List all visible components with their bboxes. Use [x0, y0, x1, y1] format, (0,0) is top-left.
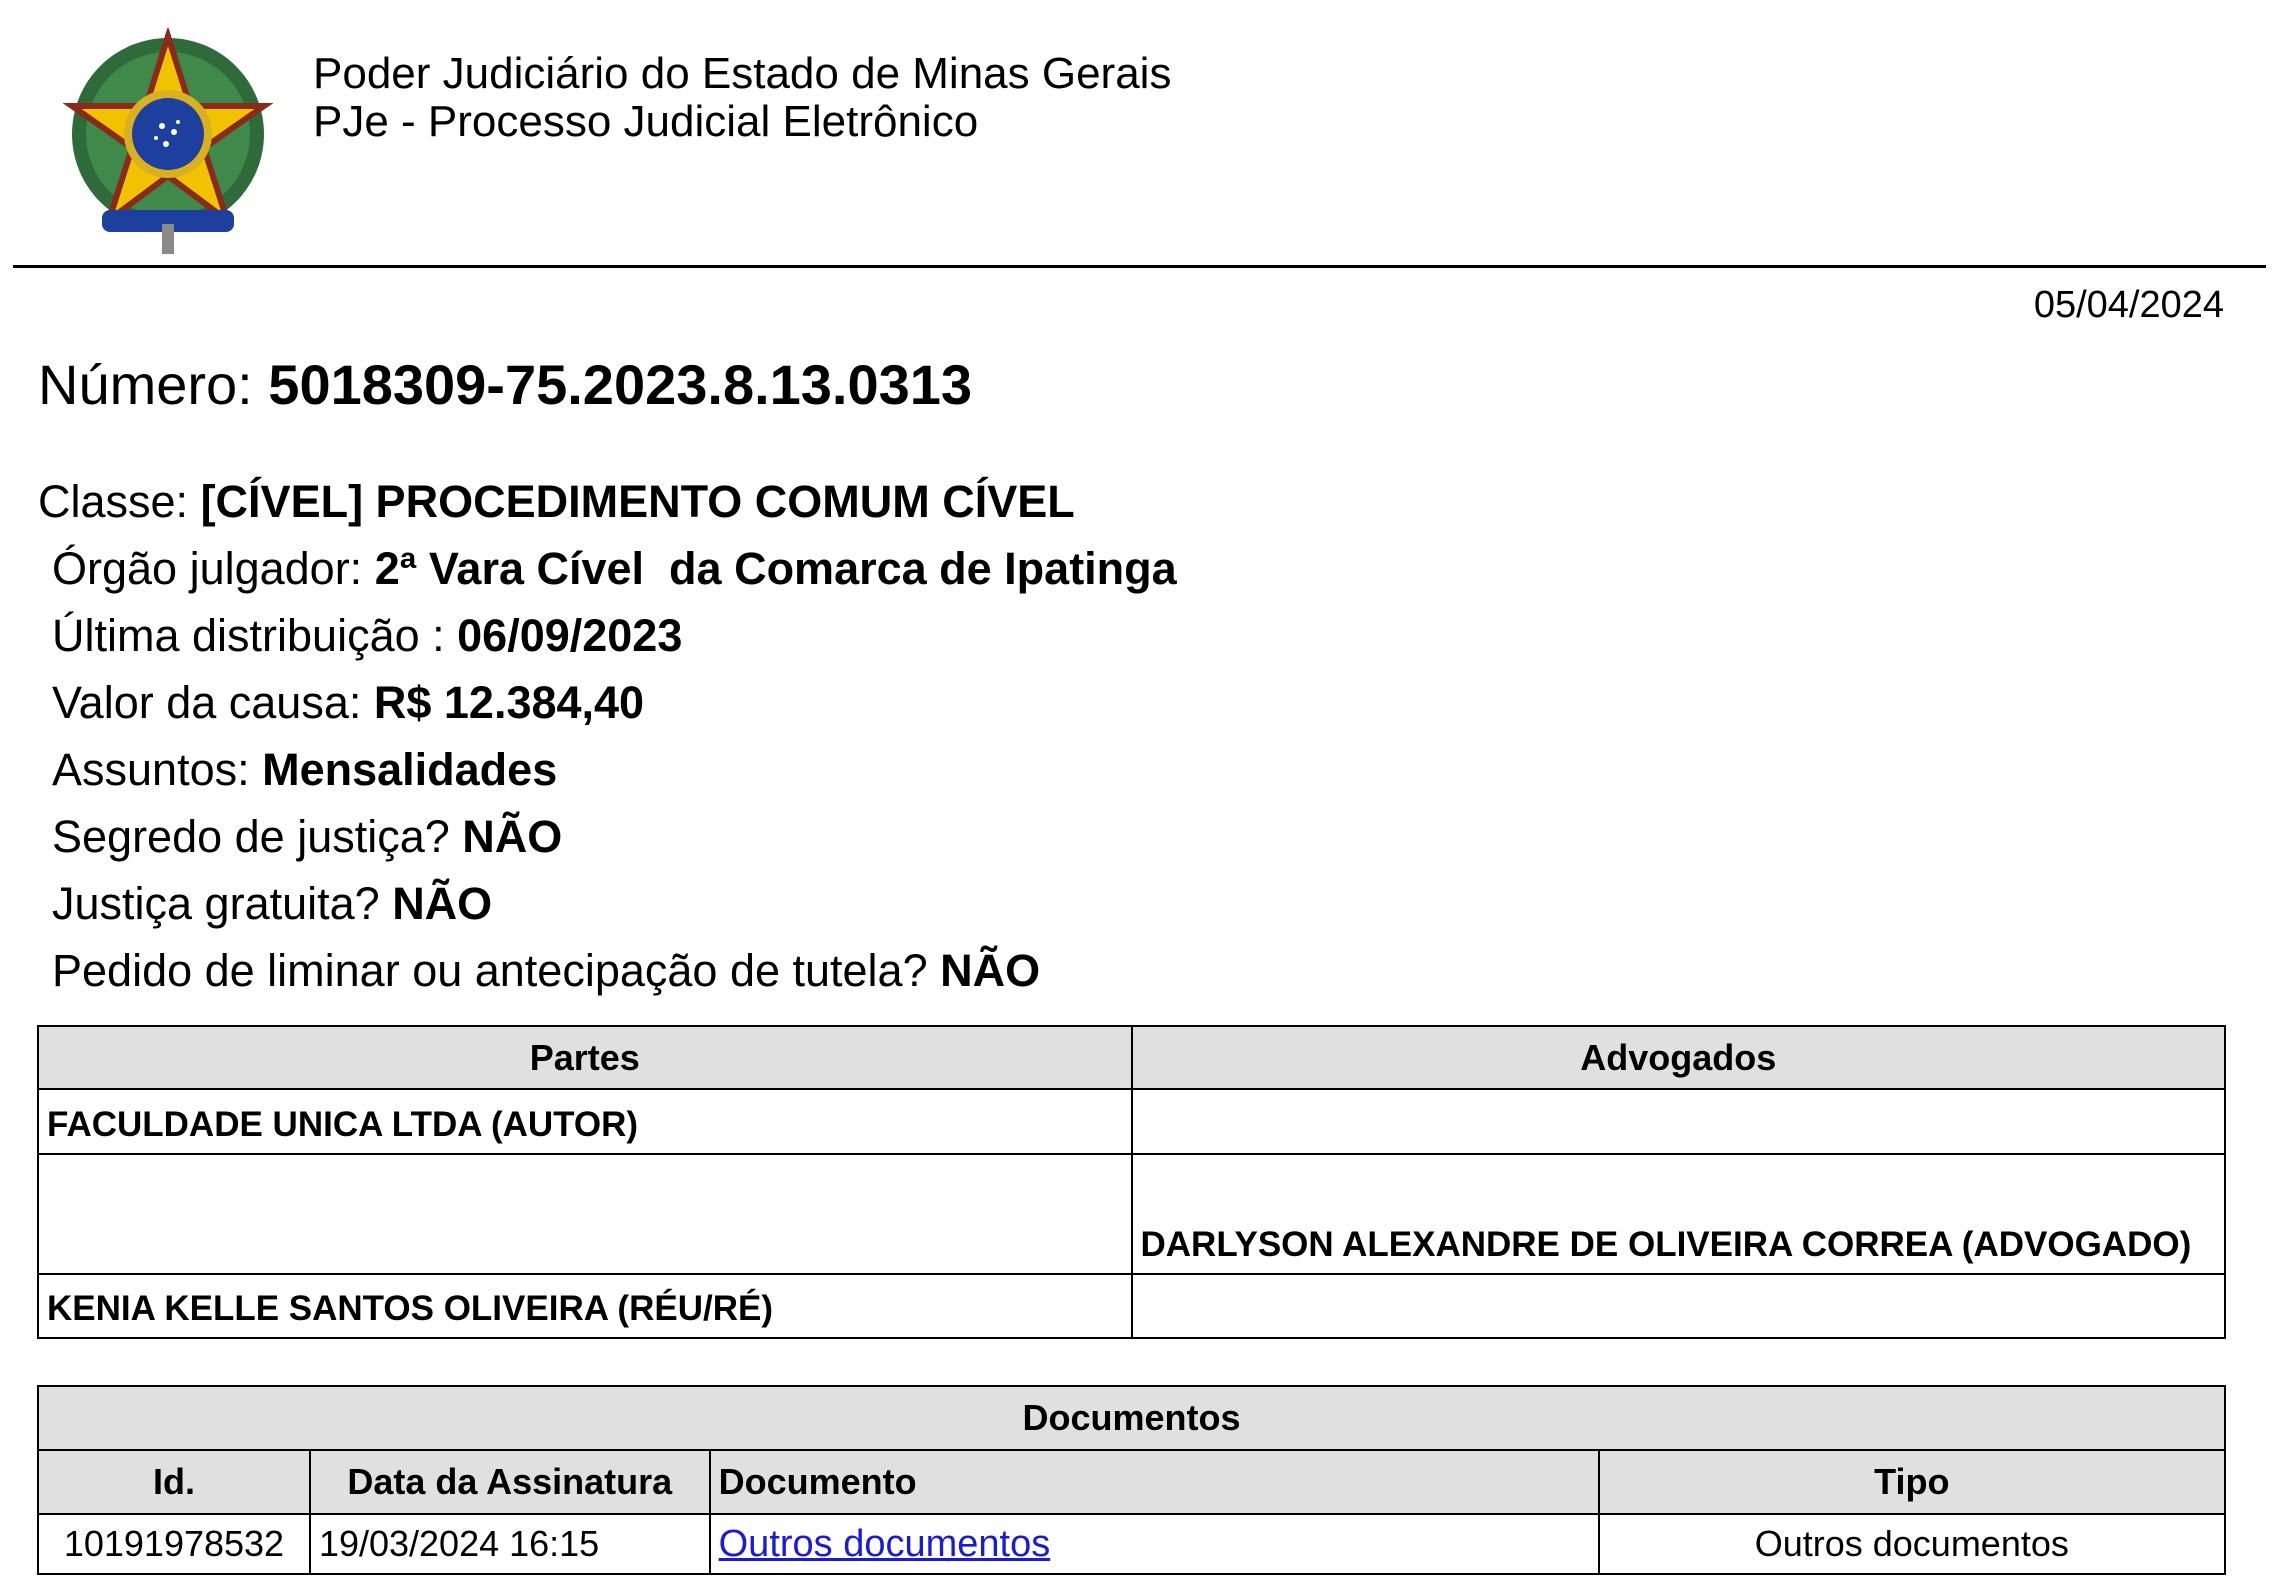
col-document-header: Documento: [710, 1450, 1599, 1514]
col-type-header: Tipo: [1599, 1450, 2225, 1514]
field-value: 06/09/2023: [457, 610, 683, 661]
field-label: Justiça gratuita?: [52, 878, 393, 929]
party-cell: KENIA KELLE SANTOS OLIVEIRA (RÉU/RÉ): [38, 1274, 1132, 1338]
field-label: Última distribuição :: [52, 610, 458, 661]
doc-type: Outros documentos: [1599, 1514, 2225, 1574]
court-name: Poder Judiciário do Estado de Minas Gerais: [313, 49, 1172, 98]
field-label: Valor da causa:: [52, 677, 374, 728]
field-justica-gratuita: [38, 874, 1177, 941]
field-value: NÃO: [940, 945, 1041, 996]
table-row: [38, 1274, 2225, 1338]
field-assuntos: [38, 740, 1177, 807]
document-date: 05/04/2024: [2033, 284, 2224, 326]
process-number: [38, 352, 972, 417]
doc-link-cell: [710, 1514, 1599, 1574]
field-label: Classe:: [38, 476, 201, 527]
field-value: [CÍVEL] PROCEDIMENTO COMUM CÍVEL: [200, 476, 1075, 527]
doc-id: 10191978532: [38, 1514, 310, 1574]
col-date-header: Data da Assinatura: [310, 1450, 710, 1514]
doc-date: 19/03/2024 16:15: [310, 1514, 710, 1574]
lawyer-cell: [1132, 1089, 2226, 1154]
field-value: NÃO: [392, 878, 493, 929]
field-value: NÃO: [462, 811, 563, 862]
party-cell: [38, 1154, 1132, 1274]
party-cell: FACULDADE UNICA LTDA (AUTOR): [38, 1089, 1132, 1154]
field-segredo-justica: [38, 807, 1177, 874]
field-label: Órgão julgador:: [52, 543, 375, 594]
field-classe: [38, 472, 1177, 539]
field-valor-causa: [38, 673, 1177, 740]
process-fields: [38, 472, 1177, 1008]
parties-table: [37, 1025, 2226, 1339]
lawyer-cell: DARLYSON ALEXANDRE DE OLIVEIRA CORREA (ADVOGADO): [1132, 1154, 2226, 1274]
table-row: [38, 1154, 2225, 1274]
table-row: [38, 1089, 2225, 1154]
field-value: R$ 12.384,40: [373, 677, 645, 728]
table-row: [38, 1514, 2225, 1574]
coat-of-arms-emblem: [62, 28, 274, 256]
field-value: Mensalidades: [262, 744, 558, 795]
process-number-value: 5018309-75.2023.8.13.0313: [268, 353, 973, 416]
documents-title: Documentos: [38, 1386, 2225, 1450]
lawyers-header: Advogados: [1132, 1026, 2226, 1089]
parties-header: Partes: [38, 1026, 1132, 1089]
field-orgao-julgador: [38, 539, 1177, 606]
lawyer-cell: [1132, 1274, 2226, 1338]
field-value: 2ª Vara Cível da Comarca de Ipatinga: [374, 543, 1177, 594]
header-divider: [13, 265, 2266, 268]
process-number-label: Número:: [38, 353, 269, 416]
field-pedido-liminar: [38, 941, 1177, 1008]
documents-table: [37, 1385, 2226, 1575]
field-label: Pedido de liminar ou antecipação de tutela?: [52, 945, 941, 996]
system-name: PJe - Processo Judicial Eletrônico: [313, 97, 979, 146]
court-header: [313, 50, 1171, 146]
col-id-header: Id.: [38, 1450, 310, 1514]
document-link[interactable]: Outros documentos: [718, 1522, 1051, 1565]
field-label: Segredo de justiça?: [52, 811, 463, 862]
field-label: Assuntos:: [52, 744, 263, 795]
field-ultima-distribuicao: [38, 606, 1177, 673]
